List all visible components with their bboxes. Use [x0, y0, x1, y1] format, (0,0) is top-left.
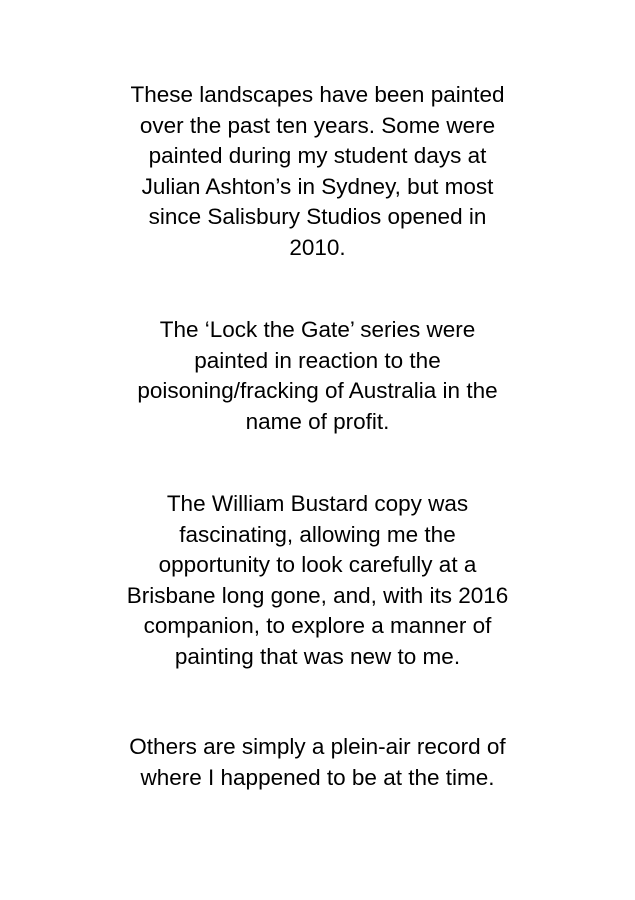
text-line: opportunity to look carefully at a — [158, 552, 477, 578]
text-line: Brisbane long gone, and, with its 2016 — [126, 582, 509, 608]
text-line: painting that was new to me. — [174, 643, 461, 669]
text-line: poisoning/fracking of Australia in the — [137, 378, 498, 404]
text-line: where I happened to be at the time. — [140, 764, 495, 790]
text-line: name of profit. — [245, 408, 390, 434]
paragraph-intro — [0, 80, 635, 264]
text-line: Julian Ashton’s in Sydney, but most — [141, 173, 494, 199]
paragraph-lock-the-gate — [0, 315, 635, 437]
text-line: These landscapes have been painted — [130, 82, 505, 107]
text-line: 2010. — [289, 234, 346, 260]
text-line: since Salisbury Studios opened in — [148, 204, 487, 230]
text-line: The ‘Lock the Gate’ series were — [159, 317, 476, 342]
text-line: painted during my student days at — [148, 143, 487, 169]
text-line: painted in reaction to the — [194, 347, 441, 373]
text-line: The William Bustard copy was — [166, 491, 469, 516]
text-line: over the past ten years. Some were — [139, 112, 496, 138]
text-line: companion, to explore a manner of — [143, 613, 492, 639]
paragraph-william-bustard — [0, 489, 635, 673]
paragraph-plein-air — [0, 732, 635, 793]
text-line: Others are simply a plein-air record of — [129, 734, 506, 759]
text-line: fascinating, allowing me the — [179, 521, 456, 547]
